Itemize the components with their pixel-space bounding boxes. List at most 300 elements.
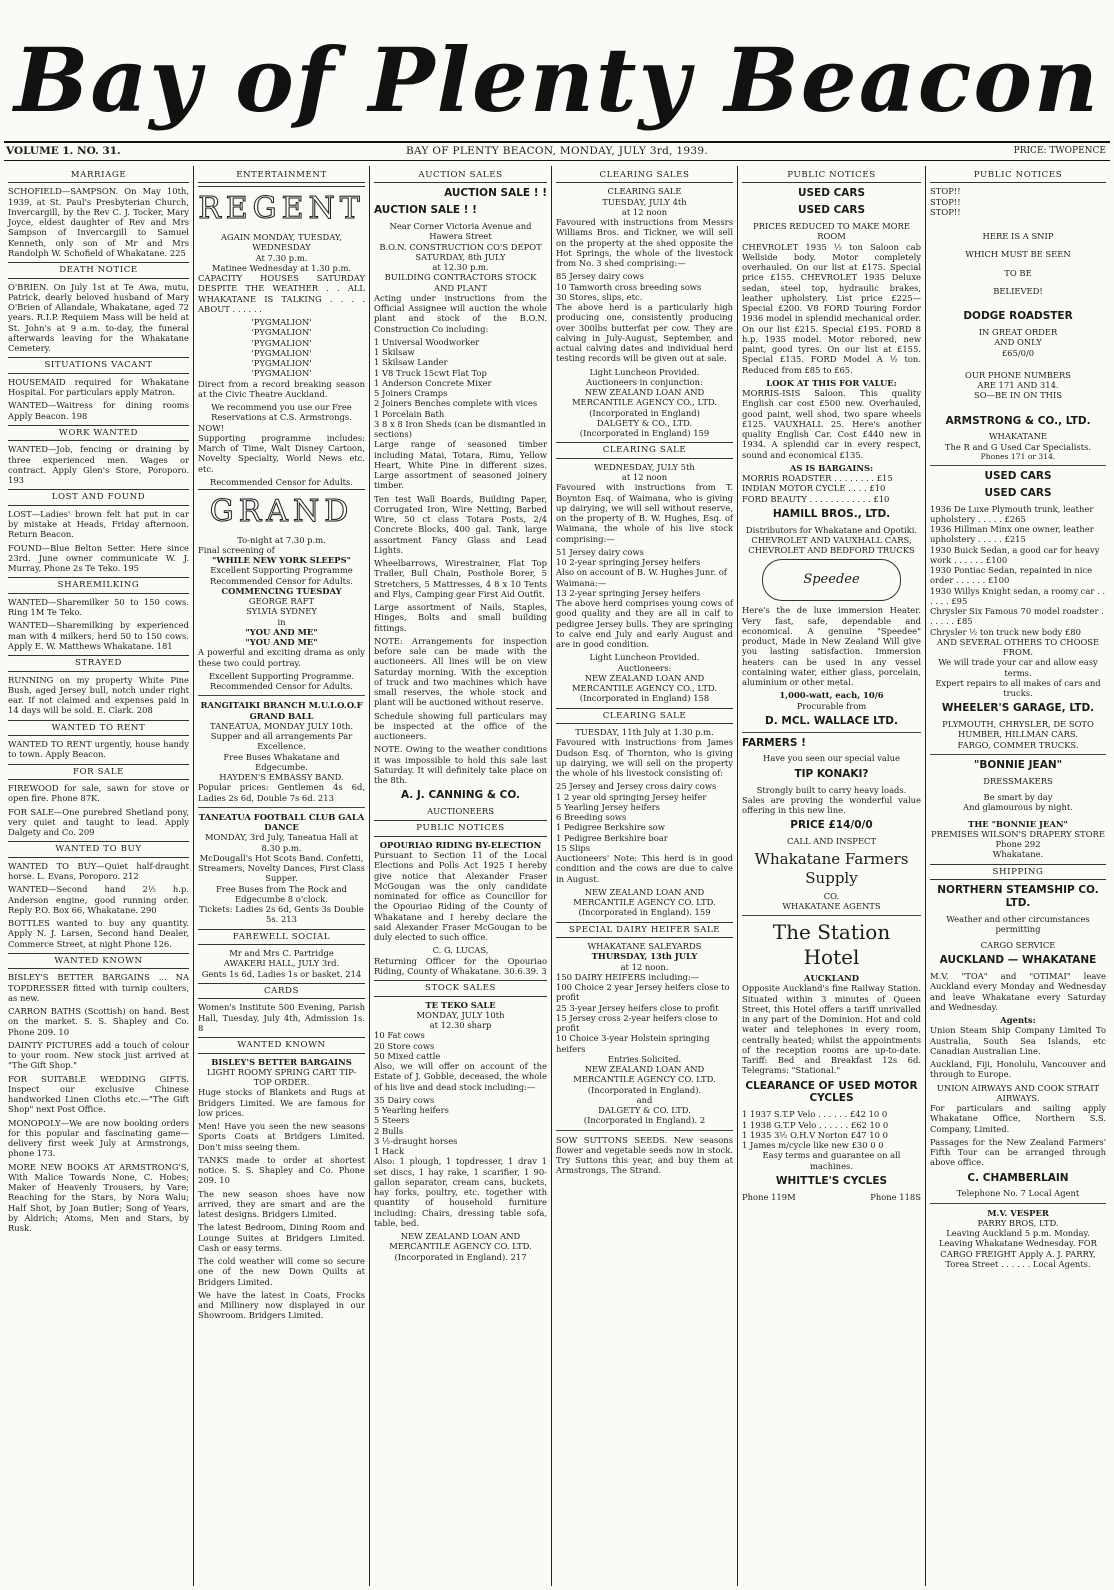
ad-line: TE TEKO SALE bbox=[425, 999, 496, 1010]
ad-line: The above herd is a particularly high producing one, consistently producing over 300lbs butterfat per cow. They are calving in July-August, September, and actual calving dates and individual herd testing records will be given out at sale. bbox=[556, 302, 733, 364]
section-heading: PUBLIC NOTICES bbox=[742, 170, 921, 183]
ad-line: PARRY BROS, LTD. bbox=[977, 1217, 1059, 1228]
ad-line: McDougall's Hot Scots Band. Confetti, Streamers, Novelty Dances, First Class Supper. bbox=[198, 852, 365, 884]
ad-line: Final screening of bbox=[198, 544, 275, 555]
list-item: 1 1935 3½ O.H.V Norton £47 10 0 bbox=[742, 1129, 888, 1140]
classified-ad: O'BRIEN. On July 1st at Te Awa, mutu, Patrick, dearly beloved husband of Mary O'Brien of Allandale, Whakatane, aged 72 years. R.I.P. Requiem Mass will be held at St. John's at 9 a.m. to-day, the funeral afterwards leaving for the Whakatane Cemetery. bbox=[8, 281, 189, 354]
ad-line: OUR PHONE NUMBERS bbox=[964, 369, 1072, 380]
ad-line: NEW ZEALAND LOAN AND MERCANTILE AGENCY CO. LTD. bbox=[573, 1064, 716, 1085]
ad-line: MONDAY, JULY 10th bbox=[416, 1009, 505, 1020]
ad-line: Have you seen our special value bbox=[763, 753, 900, 764]
ad-line: Gents 1s 6d, Ladies 1s or basket. 214 bbox=[201, 968, 362, 979]
ad-line: AGAIN MONDAY, TUESDAY, WEDNESDAY bbox=[220, 232, 343, 253]
film-title: 'PYGMALION' bbox=[251, 347, 312, 358]
ad-title: DODGE ROADSTER bbox=[963, 310, 1073, 323]
stop-list bbox=[930, 186, 1106, 217]
ad-line: (Incorporated in England). 2 bbox=[583, 1115, 706, 1126]
classified-ad: MORE NEW BOOKS AT ARMSTRONG'S, With Malice Towards None, C. Hobes; Maker of Heavenly Trousers, by Vare; Reaching for the Stars, by Nora Walu; Half Shot, by Joan Butler; Song of Years, by Aldrich; Atoms, Men and Stars, by Rusk. bbox=[8, 1161, 189, 1234]
ad-line: AUCKLAND bbox=[803, 973, 860, 984]
classified-ad: RUNNING on my property White Pine Bush, aged Jersey bull, notch under right ear. If not claimed and expenses paid in 14 days will be sold. E. Clark. 208 bbox=[8, 674, 189, 716]
ad-line: Phone 119M bbox=[742, 1191, 796, 1202]
ad-line: Be smart by day bbox=[983, 792, 1053, 803]
ad-line: NEW ZEALAND LOAN AND MERCANTILE AGENCY CO., LTD. bbox=[571, 672, 718, 694]
ad-title: TIP KONAKI? bbox=[794, 767, 869, 780]
ad-line: Opposite Auckland's fine Railway Station. Situated within 3 minutes of Queen Street, this Hotel offers a tariff unrivalled in any part of the Dominion. Hot and cold water and telephones in every room, centrally heated; whilst the appointments of the reception rooms are up-to-date. Tariff: Bed and Breakfast 12s 6d. Telegrams: "Stational." bbox=[742, 983, 921, 1076]
ad-line: The above herd comprises young cows of good quality and they are all in calf to pedigree Jersey bulls. They are springing to calve end July and early August and are in good condition. bbox=[556, 598, 733, 650]
ad-line: DRESSMAKERS bbox=[983, 775, 1053, 786]
ad-line: Auckland, Fiji, Honolulu, Vancouver and through to Europe. bbox=[930, 1059, 1106, 1080]
ad-line: Expert repairs to all makes of cars and trucks. bbox=[935, 677, 1101, 699]
ad-line: in bbox=[277, 616, 286, 627]
phone-row bbox=[742, 1192, 921, 1202]
ad-line: The R and G Used Car Specialists. bbox=[944, 441, 1092, 452]
list-item: 35 Dairy cows bbox=[374, 1094, 435, 1105]
list-item: 1 Pedigree Berkshire sow bbox=[556, 822, 665, 833]
classified-ad: The cold weather will come so secure one of the new Down Quilts at Bridgers Limited. bbox=[198, 1256, 365, 1287]
ad-line: NOTE. Owing to the weather conditions it was impossible to hold this sale last Saturday. It will definitely take place on the 8th. bbox=[374, 744, 547, 786]
item-list bbox=[556, 271, 733, 302]
list-item: Also on account of B. W. Hughes Junr. of Waimana:— bbox=[556, 567, 727, 588]
ad-line: ARE 171 AND 314. bbox=[977, 380, 1059, 391]
ad-line: Direct from a record breaking season at the Civic Theatre Auckland. bbox=[198, 378, 365, 399]
ad-line: A powerful and exciting drama as only these two could portray. bbox=[198, 647, 365, 668]
list-item: Chrysler Six Famous 70 model roadster . . . . . . £85 bbox=[930, 606, 1104, 627]
ad-line: WHAKATANE bbox=[988, 431, 1048, 442]
ad-line: Procurable from bbox=[796, 700, 867, 711]
section-heading: FOR SALE bbox=[8, 764, 189, 780]
ad-line: BELIEVED! bbox=[993, 285, 1043, 296]
price: PRICE: TWOPENCE bbox=[1013, 146, 1106, 156]
ad-line: Popular prices: Gentlemen 4s 6d, Ladies 2s 6d, Double 7s 6d. 213 bbox=[198, 782, 365, 803]
ad-line: NOW! bbox=[198, 422, 225, 433]
ad-line: B.O.N. CONSTRUCTION CO'S DEPOT bbox=[379, 241, 542, 252]
ad-line: And glamourous by night. bbox=[963, 802, 1073, 813]
ad-line: CALL AND INSPECT bbox=[786, 836, 877, 847]
ad-line: TANEATUA, MONDAY JULY 10th. bbox=[209, 720, 354, 731]
section-heading: STRAYED bbox=[8, 655, 189, 671]
ad-line: WHAKATANE AGENTS bbox=[782, 901, 881, 912]
ad-title: USED CARS bbox=[797, 204, 866, 217]
ad-line: MONDAY, 3rd July, Taneatua Hall at 8.30 p.m. bbox=[204, 832, 359, 853]
list-item: 100 Choice 2 year Jersey heifers close to profit bbox=[556, 982, 730, 1003]
ad-line: (Incorporated in England). 217 bbox=[394, 1251, 527, 1262]
ad-line: Also: 1 plough, 1 topdresser, 1 drav 1 set discs, 1 hay rake, 1 scarifier, 1 90-gallon separator, cream cans, buckets, hay forks, poultry, etc. together with quantity of household furniture including: Chairs, dressing table sofa, table, bed. bbox=[374, 1156, 547, 1228]
list-item: 51 Jersey dairy cows bbox=[556, 546, 644, 557]
ad-line: AND ONLY bbox=[994, 337, 1042, 348]
ad-line: £65/0/0 bbox=[1001, 347, 1035, 358]
film-title: 'PYGMALION' bbox=[251, 317, 312, 328]
ad-title: D. MCL. WALLACE LTD. bbox=[765, 714, 898, 727]
ad-line: AS IS BARGAINS: bbox=[789, 462, 874, 473]
list-item: 85 Jersey dairy cows bbox=[556, 271, 644, 282]
ad-line: Weather and other circumstances permitting bbox=[946, 913, 1090, 934]
ad-line: Whakatane. bbox=[992, 849, 1044, 860]
section-heading: STOCK SALES bbox=[374, 980, 547, 996]
ad-line: Auctioneers in conjunction: bbox=[586, 376, 703, 387]
list-item: 1930 Pontiac Sedan, repainted in nice order . . . . . . £100 bbox=[930, 565, 1093, 586]
ad-line: HERE IS A SNIP bbox=[982, 231, 1054, 242]
ad-line: STOP!! bbox=[930, 186, 961, 197]
column-1 bbox=[4, 166, 194, 1586]
ad-line: PLYMOUTH, CHRYSLER, DE SOTO HUMBER, HILLMAN CARS. bbox=[942, 719, 1094, 740]
ad-line: Women's Institute 500 Evening, Parish Hall, Tuesday, July 4th, Admission 1s. 8 bbox=[198, 1002, 365, 1033]
classified-ad: WANTED—Sharemilking by experienced man with 4 milkers, herd 50 to 150 cows. Apply E. W. Matthews Whakatane. 181 bbox=[8, 620, 189, 651]
masthead-title: Bay of Plenty Beacon bbox=[14, 28, 1100, 132]
ad-line: Wheelbarrows, Wirestrainer, Flat Top Trailer, Bull Chain, Posthole Borer, 5 Stretchers, 5 Mattresses, 4 8 x 10 Tents and Flys, Camping gear First Aid Outfit. bbox=[374, 558, 547, 599]
ad-line: At 7.30 p.m. bbox=[255, 252, 308, 263]
classified-ad: FOR SALE—One purebred Shetland pony, very quiet and taught to lead. Apply Dalgety and Co. 209 bbox=[8, 806, 189, 838]
list-item: 1 Hack bbox=[374, 1146, 405, 1157]
ad-line: TANEATUA FOOTBALL CLUB GALA DANCE bbox=[198, 811, 365, 833]
film-title: 'PYGMALION' bbox=[251, 337, 312, 348]
list-item: 1936 Hillman Minx one owner, leather upholstery . . . . . £215 bbox=[930, 524, 1094, 545]
volume-number: VOLUME 1. NO. 31. bbox=[6, 145, 121, 157]
ad-line: Favoured with instructions from Messrs Williams Bros. and Tickner, we will sell on the property at the shed opposite the Hot Springs, the whole of the livestock from No. 3 shed comprising:— bbox=[556, 217, 733, 269]
ad-line: Light Luncheon Provided. bbox=[589, 652, 700, 663]
list-item: 1 V8 Truck 15cwt Flat Top bbox=[374, 367, 487, 378]
classified-ad: WANTED TO BUY—Quiet half-draught horse. L. Evans, Poroporo. 212 bbox=[8, 860, 189, 882]
ad-line: CHEVROLET AND VAUXHALL CARS, bbox=[751, 534, 912, 545]
ad-line: Schedule showing full particulars may be inspected at the office of the auctioneers. bbox=[374, 710, 547, 742]
classified-ad: WANTED TO RENT urgently, house handy to town. Apply Beacon. bbox=[8, 739, 189, 760]
classified-ad: WANTED—Job, fencing or draining by three experienced men. Wages or contract. Apply Glen's Store, Poroporo. 193 bbox=[8, 444, 189, 486]
section-heading: DEATH NOTICE bbox=[8, 262, 189, 278]
film-title: 'PYGMALION' bbox=[251, 368, 312, 379]
ad-line: "YOU AND ME" bbox=[245, 637, 318, 648]
ad-line: CHEVROLET AND BEDFORD TRUCKS bbox=[748, 545, 915, 556]
ad-line: BUILDING CONTRACTORS STOCK AND PLANT bbox=[384, 272, 537, 293]
ad-title: NORTHERN STEAMSHIP CO. LTD. bbox=[937, 884, 1099, 909]
ad-line: WHAKATANE SALEYARDS bbox=[587, 941, 702, 952]
section-heading: WANTED TO BUY bbox=[8, 841, 189, 857]
ad-line: (Incorporated in England) bbox=[589, 407, 700, 418]
film-title: 'PYGMALION' bbox=[251, 327, 312, 338]
item-list bbox=[930, 504, 1106, 637]
classified-ad: Huge stocks of Blankets and Rugs at Bridgers Limited. We are famous for low prices. bbox=[198, 1087, 365, 1118]
ad-line: SATURDAY, 8th JULY bbox=[415, 251, 506, 262]
column-3 bbox=[370, 166, 552, 1586]
ad-line: TO BE bbox=[1004, 267, 1032, 278]
ad-title: ARMSTRONG & CO., LTD. bbox=[945, 414, 1091, 427]
classified-ad: TANKS made to order at shortest notice. S. S. Shapley and Co. Phone 209. 10 bbox=[198, 1154, 365, 1186]
list-item: 150 DAIRY HEIFERS including:— bbox=[556, 971, 700, 982]
ad-line: Telephone No. 7 Local Agent bbox=[956, 1188, 1080, 1199]
ad-line: DALGETY & CO. LTD. bbox=[598, 1105, 691, 1116]
ad-line: Large range of seasoned timber including Matai, Totara, Rimu, Yellow Heart, White Pine in different sizes. Large assortment of seasoned joinery timber. bbox=[374, 439, 547, 491]
ad-line: Free Buses Whakatane and Edgecumbe. bbox=[223, 751, 340, 772]
ad-line: Near Corner Victoria Avenue and Hawera Street bbox=[389, 221, 532, 242]
ad-line: Leaving Auckland 5 p.m. Monday. Leaving Whakatane Wednesday. FOR CARGO FREIGHT Apply A. J. PARRY, Torea Street . . . . . . Local Agents. bbox=[939, 1228, 1097, 1269]
section-heading: WORK WANTED bbox=[8, 425, 189, 441]
ad-line: Agents: bbox=[1000, 1015, 1036, 1026]
ad-title: A. J. CANNING & CO. bbox=[400, 789, 521, 802]
section-heading: CLEARING SALE bbox=[556, 442, 733, 458]
classified-ad: BISLEY'S BETTER BARGAINS ... NA TOPDRESSER fitted with turnip coulters, as new. bbox=[8, 972, 189, 1003]
section-heading: SHIPPING bbox=[930, 864, 1106, 880]
columns bbox=[4, 166, 1110, 1588]
ad-line: at 12.30 p.m. bbox=[432, 262, 489, 273]
ad-line: Acting under instructions from the Official Assignee will auction the whole plant and stock of the B.O.N. Construction Co including: bbox=[374, 292, 547, 334]
list-item: 25 3-year Jersey heifers close to profit bbox=[556, 1002, 719, 1013]
ad-line: (Incorporated in England). 159 bbox=[578, 907, 711, 918]
ad-line: M.V. VESPER bbox=[987, 1207, 1049, 1218]
list-item: 6 Breeding sows bbox=[556, 812, 627, 823]
ad-line: SYLVIA SYDNEY bbox=[246, 606, 317, 617]
classified-ad: The new season shoes have now arrived, they are smart and are the latest designs. Bridgers Limited. bbox=[198, 1188, 365, 1220]
list-item: 1 Pedigree Berkshire boar bbox=[556, 832, 668, 843]
ad-line: M.V. "TOA" and "OTIMAI" leave Auckland every Monday and Wednesday and leave Whakatane every Saturday and Wednesday. bbox=[930, 971, 1106, 1012]
ad-line: Recommended Censor for Adults. bbox=[210, 476, 353, 487]
ad-line: Passages for the New Zealand Farmers' Fifth Tour can be arranged through above office. bbox=[930, 1136, 1106, 1168]
section-heading: CARDS bbox=[198, 983, 365, 999]
list-item: 1 1938 G.T.P Velo . . . . . . £62 10 0 bbox=[742, 1119, 889, 1130]
ad-line: FORD BEAUTY . . . . . . . . . . . . £10 bbox=[742, 493, 890, 504]
list-item: 1 Skilsaw Lander bbox=[374, 357, 448, 368]
section-heading: MARRIAGE bbox=[8, 170, 189, 183]
ad-title: HAMILL BROS., LTD. bbox=[772, 507, 891, 520]
ad-line: AND SEVERAL OTHERS TO CHOOSE FROM. bbox=[936, 636, 1100, 658]
ad-line: CLEARING SALE bbox=[607, 186, 682, 197]
ad-line: (Incorporated in England) 159 bbox=[579, 428, 710, 439]
ad-line: BISLEY'S BETTER BARGAINS bbox=[211, 1056, 352, 1067]
ad-line: We will trade your car and allow easy terms. bbox=[938, 657, 1098, 678]
ad-line: WEDNESDAY, JULY 5th bbox=[594, 461, 695, 472]
ad-line: NEW ZEALAND LOAN AND MERCANTILE AGENCY CO., LTD. bbox=[571, 387, 718, 408]
section-heading: ENTERTAINMENT bbox=[198, 170, 365, 183]
ad-line: Also, we will offer on account of the Estate of J. Gobble, deceased, the whole of his live and dead stock including:— bbox=[374, 1061, 547, 1092]
ad-line: COMMENCING TUESDAY bbox=[221, 585, 342, 596]
classified-ad: BOTTLES wanted to buy any quantity. Apply N. J. Larsen, Second hand Dealer, Commerce Street, at night Phone 126. bbox=[8, 918, 189, 949]
classified-ad: The latest Bedroom, Dining Room and Lounge Suites at Bridgers Limited. Cash or easy terms. bbox=[198, 1222, 365, 1253]
list-item: 5 Joiners Cramps bbox=[374, 388, 448, 399]
classified-ad: WANTED—Second hand 2½ h.p. Anderson engine, good running order. Reply P.O. Box 66, Whakatane. 290 bbox=[8, 884, 189, 915]
ad-line: Large assortment of Nails, Staples, Hinges, Bolts and small building fittings. bbox=[374, 602, 547, 633]
list-item: 3 8 x 8 Iron Sheds (can be dismantled in sections) bbox=[374, 418, 546, 440]
ad-line: To-night at 7.30 p.m. bbox=[237, 534, 326, 545]
ad-line: NOTE: Arrangements for inspection before sale can be made with the auctioneers. All lines will be on view Saturday morning. With the exception of truck and two machines which have small reserves, the whole stock and plant will be auctioned without reserve. bbox=[374, 635, 547, 708]
ad-line: AWAKERI HALL, JULY 3rd. bbox=[223, 958, 340, 969]
ad-line: C. G. LUCAS, bbox=[432, 945, 489, 956]
column-5 bbox=[738, 166, 926, 1586]
list-item: 1 James m/cycle like new £30 0 0 bbox=[742, 1140, 884, 1151]
ad-title: Whakatane Farmers Supply bbox=[754, 850, 909, 887]
ad-line: WHICH MUST BE SEEN bbox=[965, 249, 1071, 260]
section-heading: LOST AND FOUND bbox=[8, 489, 189, 505]
classified-ad: FOUND—Blue Belton Setter. Here since 23rd. June owner communicate W. J. Murray, Phone 2s Te Teko. 195 bbox=[8, 542, 189, 574]
list-item: 2 Joiners Benches complete with vices bbox=[374, 398, 538, 409]
ad-line: Mr and Mrs C. Partridge bbox=[229, 948, 334, 959]
ad-title: WHEELER'S GARAGE, LTD. bbox=[941, 702, 1095, 715]
ad-line: Ten test Wall Boards, Building Paper, Corrugated Iron, Wire Netting, Barbed Wire, 50 ct class Totara Posts, 2/4 Concrete Blocks, 400 gal. Tank, large assortment Fancy Glass and Lead Lights. bbox=[374, 493, 547, 555]
ad-line: CARGO SERVICE bbox=[980, 940, 1056, 951]
list-item: 5 Yearling heifers bbox=[374, 1105, 449, 1116]
ad-line: Phone 118S bbox=[870, 1191, 921, 1202]
classified-ad: Men! Have you seen the new seasons Sports Coats at Bridgers Limited. Don't miss seeing them. bbox=[198, 1121, 365, 1152]
ad-line: TUESDAY, JULY 4th bbox=[602, 196, 687, 207]
ad-line: and bbox=[636, 1094, 653, 1105]
ad-line: TUESDAY, 11th July at 1.30 p.m. bbox=[575, 727, 714, 738]
ad-line: Free Buses from The Rock and Edgecumbe 8 o'clock. bbox=[215, 883, 348, 904]
ad-line: STOP!! bbox=[930, 206, 961, 217]
section-heading: WANTED KNOWN bbox=[8, 953, 189, 969]
ad-line: Union Steam Ship Company Limited To Australia, South Sea Islands, etc Canadian Australian Line. bbox=[930, 1025, 1106, 1056]
list-item: 10 Tamworth cross breeding sows bbox=[556, 281, 702, 292]
ad-line: Supper and all arrangements Par Excellence. bbox=[210, 731, 353, 752]
item-list bbox=[556, 972, 733, 1054]
ad-line: MORRIS ROADSTER . . . . . . . . £15 bbox=[742, 473, 893, 484]
ad-line: CAPACITY HOUSES SATURDAY DESPITE THE WEATHER . . ALL WHAKATANE IS TALKING . . . . ABOUT . . . . . . bbox=[198, 273, 365, 314]
list-item: 2 Bulls bbox=[374, 1125, 404, 1136]
list-item: Chrysler ½ ton truck new body £80 bbox=[930, 626, 1081, 637]
ad-line: OPOURIAO RIDING BY-ELECTION bbox=[379, 839, 542, 850]
list-item: 25 Jersey and Jersey cross dairy cows bbox=[556, 781, 717, 792]
list-item: 30 Stores, slips, etc. bbox=[556, 291, 643, 302]
list-item: 1930 Buick Sedan, a good car for heavy work . . . . . . £100 bbox=[930, 544, 1100, 565]
speedee-heater-logo: Speedee bbox=[762, 559, 901, 601]
section-heading: SPECIAL DAIRY HEIFER SALE bbox=[556, 922, 733, 938]
ad-line: Strongly built to carry heavy loads. bbox=[756, 784, 907, 795]
ad-line: CHEVROLET 1935 ½ ton Saloon cab Wellside body. Motor completely overhauled. On our list at £175. Special price £155. CHEVROLET 1935 Deluxe sedan, steel top, hydraulic brakes, leather upholstery. List price £225—Special £200. V8 FORD Touring Fordor 1936 model in splendid mechanical order. On our list £215. Special £195. FORD 8 h.p. 1935 model. Motor rebored, new paint, good tyres. On our list at £155. Special £135. FORD Model A ½ ton. Reduced from £85 to £65. bbox=[742, 241, 921, 375]
section-heading: FAREWELL SOCIAL bbox=[198, 929, 365, 945]
ad-line: IN GREAT ORDER bbox=[978, 327, 1058, 338]
ad-title: AUCKLAND — WHAKATANE bbox=[939, 954, 1097, 967]
classified-ad: SOW SUTTONS SEEDS. New seasons flower and vegetable seeds now in stock. Try Suttons this year, and buy them at Armstrongs, The Strand. bbox=[556, 1134, 733, 1176]
classified-ad: FIREWOOD for sale, sawn for stove or open fire. Phone 87K. bbox=[8, 783, 189, 804]
film-title: 'PYGMALION' bbox=[251, 358, 312, 369]
ad-title: "BONNIE JEAN" bbox=[973, 758, 1063, 771]
ad-line: FARGO, COMMER TRUCKS. bbox=[957, 739, 1079, 750]
ad-line: CO. bbox=[823, 890, 840, 901]
ad-line: PREMISES WILSON'S DRAPERY STORE bbox=[931, 828, 1105, 839]
ad-line: Easy terms and guarantee on all machines. bbox=[762, 1150, 901, 1171]
column-2 bbox=[194, 166, 370, 1586]
ad-title: AUCTION SALE ! ! bbox=[374, 204, 477, 217]
ad-line: Light Luncheon Provided. bbox=[589, 366, 700, 377]
list-item: 50 Mixed cattle bbox=[374, 1050, 441, 1061]
ad-line: (Incorporated in England). bbox=[587, 1084, 702, 1095]
list-item: 20 Store cows bbox=[374, 1040, 435, 1051]
item-list bbox=[374, 1030, 547, 1061]
item-list bbox=[374, 1095, 547, 1157]
list-item: 5 Steers bbox=[374, 1115, 410, 1126]
dateline bbox=[4, 141, 1110, 161]
ad-line: DALGETY & CO., LTD. bbox=[596, 417, 693, 428]
ad-line: HAYDEN'S EMBASSY BAND. bbox=[219, 772, 344, 783]
classified-ad: WANTED—Sharemilker 50 to 150 cows. Ring 1M Te Teko. bbox=[8, 596, 189, 618]
list-item: 1 Anderson Concrete Mixer bbox=[374, 377, 492, 388]
ad-line: GEORGE RAFT bbox=[248, 596, 315, 607]
ad-line: Excellent Supporting Programme bbox=[210, 565, 353, 576]
pygmalion-list bbox=[198, 317, 365, 379]
ad-line: THE "BONNIE JEAN" bbox=[968, 818, 1068, 829]
ad-line: at 12 noon bbox=[621, 206, 668, 217]
ad-line: UNION AIRWAYS AND COOK STRAIT AIRWAYS. bbox=[936, 1082, 1100, 1103]
ad-line: MORRIS-ISIS Saloon. This quality English car cost £500 new. Overhauled, good paint, well shod, two spare wheels £125. VAUXHALL 25. Here's another quality English Car. Cost £440 new in 1934. A splendid car in every respect, sound and economical £135. bbox=[742, 388, 921, 460]
ad-line: Favoured with instructions from T. Boynton Esq. of Waimana, who is giving up dairying, we will sell without reserve, on the property of B. W. Hughes, Esq. of Waimana, the whole of his live stock comprising:— bbox=[556, 482, 733, 544]
ad-title: USED CARS bbox=[984, 470, 1052, 483]
ad-line: (Incorporated in England) 158 bbox=[579, 693, 710, 704]
ad-line: Sales are proving the wonderful value offering in this new line. bbox=[742, 794, 921, 816]
section-heading: WANTED TO RENT bbox=[8, 720, 189, 736]
list-item: 10 Choice 3-year Holstein springing heifers bbox=[556, 1033, 710, 1054]
list-item: 1 Porcelain Bath bbox=[374, 408, 445, 419]
ad-line: Phone 292 bbox=[995, 839, 1041, 850]
ad-title: C. CHAMBERLAIN bbox=[967, 1171, 1069, 1184]
list-item: 15 Slips bbox=[556, 842, 591, 853]
grand-logo: GRAND bbox=[198, 489, 365, 531]
ad-line: Pursuant to Section 11 of the Local Elections and Polls Act 1925 I hereby give notice that Alexander Fraser McGougan was the only candidate nominated for office as Councillor for the Opouriao Riding of the County of Whakatane and I hereby declare the said Alexander Fraser McGougan to be duly elected to such office. bbox=[374, 850, 547, 943]
ad-line: Recommended Censor for Adults. bbox=[210, 681, 353, 692]
ad-line: AUCTIONEERS bbox=[427, 806, 494, 817]
ad-line: "WHILE NEW YORK SLEEPS" bbox=[212, 555, 351, 566]
ad-line: NEW ZEALAND LOAN AND MERCANTILE AGENCY CO. LTD. bbox=[573, 886, 716, 908]
ad-line: We recommend you use our Free Reservations at C.S. Armstrongs. bbox=[211, 402, 352, 423]
ad-line: LIGHT ROOMY SPRING CART TIP-TOP ORDER. bbox=[206, 1066, 357, 1088]
ad-line: at 12.30 sharp bbox=[429, 1020, 492, 1031]
item-list bbox=[742, 1109, 921, 1150]
ad-title: USED CARS bbox=[984, 486, 1052, 499]
item-list bbox=[556, 781, 733, 853]
list-item: 10 2-year springing Jersey heifers bbox=[556, 557, 701, 568]
list-item: 3 ½-draught horses bbox=[374, 1135, 458, 1146]
classified-ad: We have the latest in Coats, Frocks and Millinery now displayed in our Showroom. Bridgers Limited. bbox=[198, 1289, 365, 1321]
ad-title: The Station Hotel bbox=[772, 920, 891, 969]
ad-line: at 12 noon. bbox=[620, 961, 669, 972]
list-item: 1 Universal Woodworker bbox=[374, 336, 480, 347]
section-heading: PUBLIC NOTICES bbox=[930, 170, 1106, 183]
list-item: 1 2 year old springing Jersey heifer bbox=[556, 791, 707, 802]
ad-line: STOP!! bbox=[930, 196, 961, 207]
list-item: 1 1937 S.T.P Velo . . . . . . £42 10 0 bbox=[742, 1109, 888, 1120]
ad-line: Phones 171 or 314. bbox=[980, 451, 1056, 461]
column-4 bbox=[552, 166, 738, 1586]
ad-line: Favoured with instructions from James Dudson Esq. of Thornton, who is giving up dairying, we will sell on the property the whole of his livestock consisting of: bbox=[556, 737, 733, 779]
ad-line: Supporting programme includes: March of Time, Walt Disney Cartoon, Novelty Specialty, World News etc. etc. bbox=[198, 432, 365, 474]
section-heading: SHAREMILKING bbox=[8, 577, 189, 593]
list-item: 10 Fat cows bbox=[374, 1030, 425, 1041]
ad-line: THURSDAY, 13th JULY bbox=[591, 951, 698, 962]
column-6 bbox=[926, 166, 1110, 1586]
list-item: 1930 Willys Knight sedan, a roomy car . . . . . . £95 bbox=[930, 585, 1106, 606]
ad-title: WHITTLE'S CYCLES bbox=[775, 1174, 888, 1187]
item-list bbox=[556, 547, 733, 598]
ad-line: "YOU AND ME" bbox=[245, 626, 318, 637]
classified-ad: FOR SUITABLE WEDDING GIFTS. Inspect our exclusive Chinese handworked Linen Cloths etc.—"The Gift Shop" next Post Office. bbox=[8, 1073, 189, 1115]
classified-ad: WANTED—Waitress for dining rooms Apply Beacon. 198 bbox=[8, 400, 189, 421]
classified-ad: SCHOFIELD—SAMPSON. On May 10th, 1939, at St. Paul's Presbyterian Church, Invercargill, by the Rev C. J. Tocker, Mary Joyce, eldest daughter of Rev and Mrs Sampson of Invercargill to Samuel Kenneth, only son of Mr and Mrs Randolph W. Schofield of Whakatane. 225 bbox=[8, 186, 189, 258]
ad-title: USED CARS bbox=[797, 187, 866, 200]
section-heading: AUCTION SALES bbox=[374, 170, 547, 183]
list-item: 5 Yearling Jersey heifers bbox=[556, 801, 660, 812]
item-list bbox=[374, 337, 547, 440]
issue-date: BAY OF PLENTY BEACON, MONDAY, JULY 3rd, 1939. bbox=[406, 145, 708, 157]
ad-line: at 12 noon bbox=[621, 472, 668, 483]
classified-ad: DAINTY PICTURES add a touch of colour to your room. New stock just arrived at "The Gift Shop." bbox=[8, 1039, 189, 1071]
classified-ad: CARRON BATHS (Scottish) on hand. Best on the market. S. S. Shapley and Co. Phone 209. 10 bbox=[8, 1006, 189, 1037]
section-heading: CLEARING SALES bbox=[556, 170, 733, 183]
ad-line: RANGITAIKI BRANCH M.U.I.O.O.F GRAND BALL bbox=[200, 700, 363, 721]
ad-line: PRICES REDUCED TO MAKE MORE ROOM bbox=[753, 221, 910, 242]
ad-line: INDIAN MOTOR CYCLE . . . . £10 bbox=[742, 483, 886, 494]
ad-line: 1,000-watt, each, 10/6 bbox=[779, 690, 884, 701]
section-heading: SITUATIONS VACANT bbox=[8, 357, 189, 373]
ad-line: Auctioneers: bbox=[617, 662, 672, 673]
ad-title: AUCTION SALE ! ! bbox=[444, 187, 547, 200]
ad-line: Here's the de luxe immersion Heater. Very fast, safe, dependable and economical. A genuine "Speedee" product, Made in New Zealand Will give you lasting satisfaction. Immersion heaters can be used in any vessel containing water, either glass, porcelain, aluminium or other metal. bbox=[742, 605, 921, 688]
ad-line: NEW ZEALAND LOAN AND MERCANTILE AGENCY CO. LTD. bbox=[389, 1231, 532, 1252]
section-heading: PUBLIC NOTICES bbox=[374, 820, 547, 836]
ad-line: Excellent Supporting Programme. bbox=[208, 670, 355, 681]
